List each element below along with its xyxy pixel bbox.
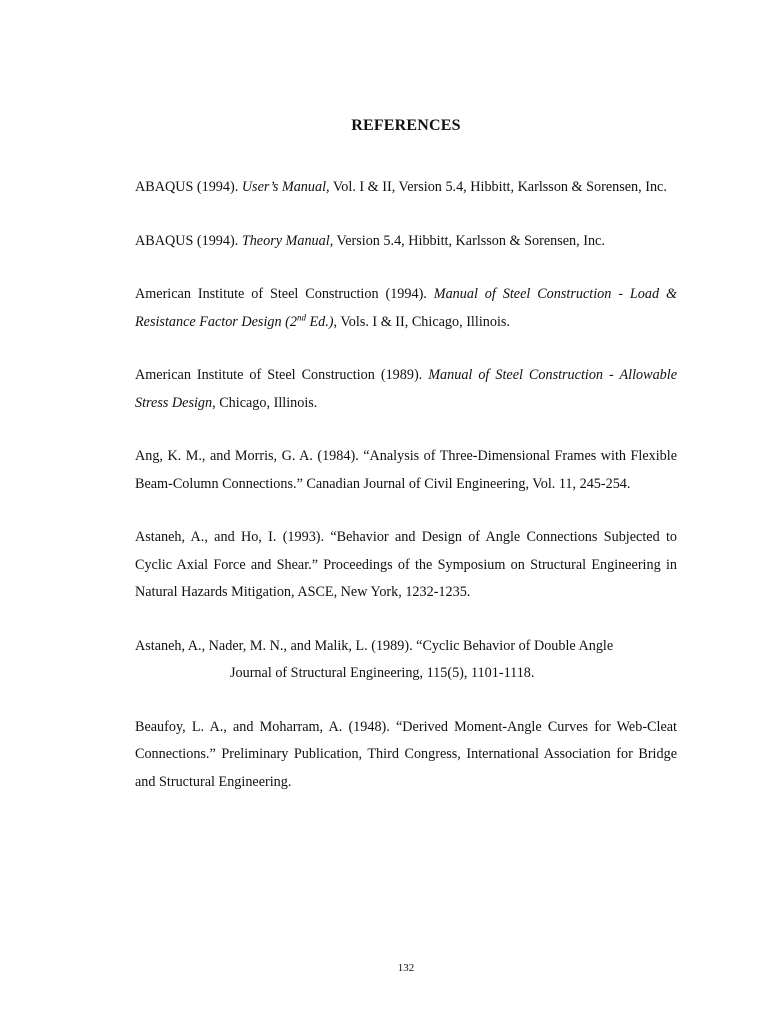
reference-entry-abaqus-users-manual — [135, 174, 677, 202]
reference-text: ABAQUS (1994). — [135, 179, 242, 195]
reference-text: Beaufoy, L. A., and Moharram, A. (1948). “Derived Moment-Angle Curves for Web-Cleat Connections.” Preliminary Publication, Third Congress, International Association for Bridge and Structural Engineering. — [135, 718, 677, 790]
reference-text: , Vols. I & II, Chicago, Illinois. — [333, 313, 510, 330]
reference-text: , Version 5.4, Hibbitt, Karlsson & Sorensen, Inc. — [329, 232, 605, 249]
reference-entry-ang-morris — [135, 443, 677, 498]
reference-title: Theory Manual — [241, 232, 330, 249]
page-title: REFERENCES — [351, 117, 461, 134]
reference-title: Manual of Steel Construction - Load & Resistance Factor Design (2 — [135, 286, 677, 330]
reference-text: Astaneh, A., and Ho, I. (1993). “Behavior and Design of Angle Connections Subjected to Cyclic Axial Force and Shear.” Proceedings of the Symposium on Structural Engineering in Natural Hazards Mitigation, ASCE, New York, 1232-1235. — [135, 529, 677, 600]
reference-text: Astaneh, A., Nader, M. N., and Malik, L. (1989). “Cyclic Behavior of Double Angle — [135, 637, 614, 654]
page-number: 132 — [397, 962, 415, 974]
reference-title: User’s Manual, — [241, 179, 330, 195]
reference-title: Manual of Steel Construction - Allowable Stress Design — [135, 367, 677, 411]
reference-text: Vol. I & II, Version 5.4, Hibbitt, Karlsson & Sorensen, Inc. — [329, 179, 667, 195]
reference-text: , Chicago, Illinois. — [212, 394, 318, 411]
reference-entry-aisc-1994 — [135, 281, 677, 336]
reference-text: American Institute of Steel Construction (1989). — [135, 367, 429, 383]
reference-entry-beaufoy-moharram — [135, 714, 677, 797]
reference-list — [135, 174, 677, 822]
reference-superscript: nd — [296, 311, 306, 322]
reference-text: Ang, K. M., and Morris, G. A. (1984). “Analysis of Three-Dimensional Frames with Flexible Beam-Column Connections.” Canadian Journal of Civil Engineering, Vol. 11, 245-254. — [135, 448, 677, 492]
reference-entry-astaneh-ho — [135, 524, 677, 607]
reference-text: American Institute of Steel Construction (1994). — [135, 286, 434, 302]
reference-entry-abaqus-theory-manual — [135, 228, 677, 256]
reference-entry-astaneh-nader-malik — [135, 633, 677, 688]
reference-entry-aisc-1989 — [135, 362, 677, 417]
reference-text-indented: Journal of Structural Engineering, 115(5), 1101-1118. — [230, 665, 535, 681]
reference-title-continued: Ed.) — [305, 313, 334, 330]
reference-text: ABAQUS (1994). — [135, 232, 242, 249]
